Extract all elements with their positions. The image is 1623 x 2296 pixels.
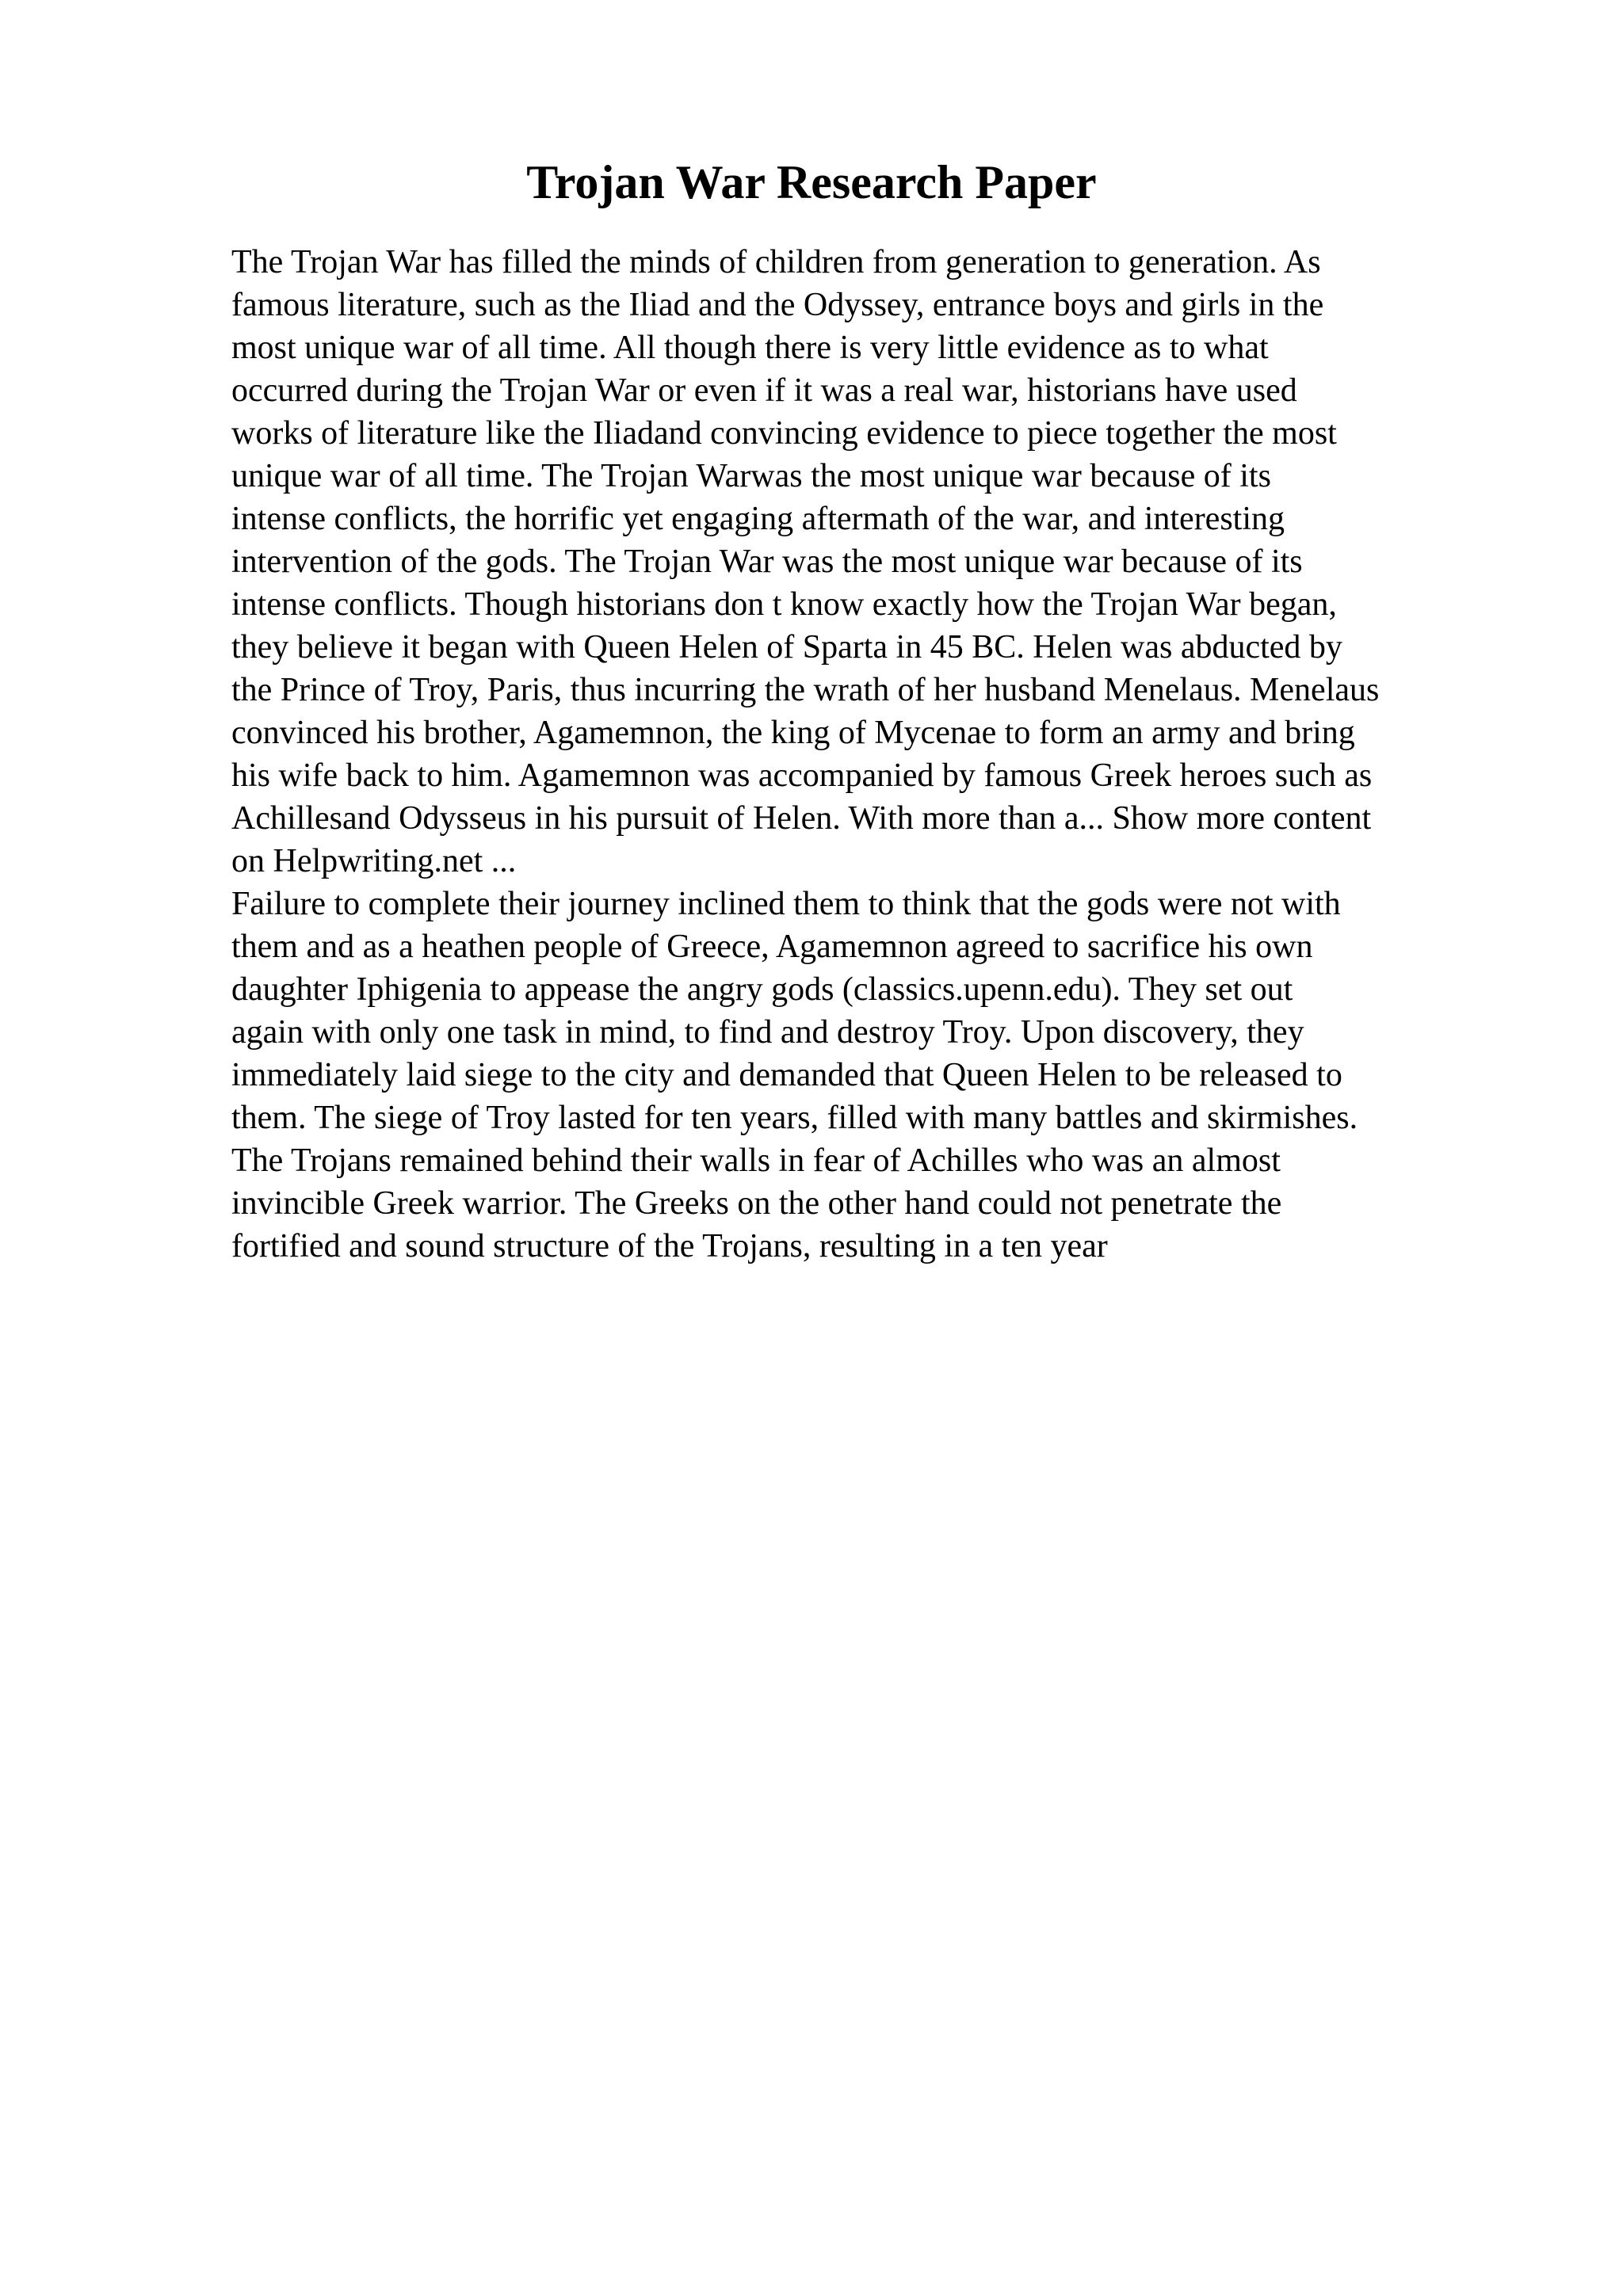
body-line: Failure to complete their journey inclined them to think that the gods were not with: [231, 886, 1341, 922]
document-body: [231, 241, 1531, 1268]
body-line: immediately laid siege to the city and demanded that Queen Helen to be released to: [231, 1057, 1342, 1093]
body-line: invincible Greek warrior. The Greeks on the other hand could not penetrate the: [231, 1185, 1282, 1222]
body-line: they believe it began with Queen Helen of Sparta in 45 BC. Helen was abducted by: [231, 629, 1342, 666]
body-line: unique war of all time. The Trojan Warwas the most unique war because of its: [231, 458, 1271, 494]
body-line: fortified and sound structure of the Trojans, resulting in a ten year: [231, 1228, 1108, 1264]
body-line: Achillesand Odysseus in his pursuit of Helen. With more than a... Show more content: [231, 800, 1372, 837]
body-line: famous literature, such as the Iliad and the Odyssey, entrance boys and girls in the: [231, 287, 1324, 323]
body-line: most unique war of all time. All though there is very little evidence as to what: [231, 330, 1269, 366]
body-line: again with only one task in mind, to find and destroy Troy. Upon discovery, they: [231, 1014, 1304, 1051]
body-line: on Helpwriting.net ...: [231, 843, 517, 879]
body-line: occurred during the Trojan War or even if it was a real war, historians have used: [231, 372, 1297, 409]
body-line: intense conflicts, the horrific yet engaging aftermath of the war, and interesting: [231, 501, 1285, 537]
body-line: works of literature like the Iliadand convincing evidence to piece together the most: [231, 415, 1337, 452]
body-line: them and as a heathen people of Greece, Agamemnon agreed to sacrifice his own: [231, 929, 1313, 965]
body-line: intervention of the gods. The Trojan War was the most unique war because of its: [231, 543, 1303, 580]
body-line: The Trojan War has filled the minds of children from generation to generation. As: [231, 244, 1321, 280]
body-line: intense conflicts. Though historians don t know exactly how the Trojan War began,: [231, 586, 1337, 623]
body-line: his wife back to him. Agamemnon was accompanied by famous Greek heroes such as: [231, 757, 1373, 794]
body-line: The Trojans remained behind their walls in fear of Achilles who was an almost: [231, 1142, 1281, 1179]
document-title: Trojan War Research Paper: [526, 156, 1097, 208]
body-line: convinced his brother, Agamemnon, the king of Mycenae to form an army and bring: [231, 715, 1355, 751]
body-line: them. The siege of Troy lasted for ten years, filled with many battles and skirmishes.: [231, 1100, 1358, 1136]
body-line: daughter Iphigenia to appease the angry gods (classics.upenn.edu). They set out: [231, 971, 1293, 1008]
body-line: the Prince of Troy, Paris, thus incurring the wrath of her husband Menelaus. Menelaus: [231, 672, 1380, 708]
